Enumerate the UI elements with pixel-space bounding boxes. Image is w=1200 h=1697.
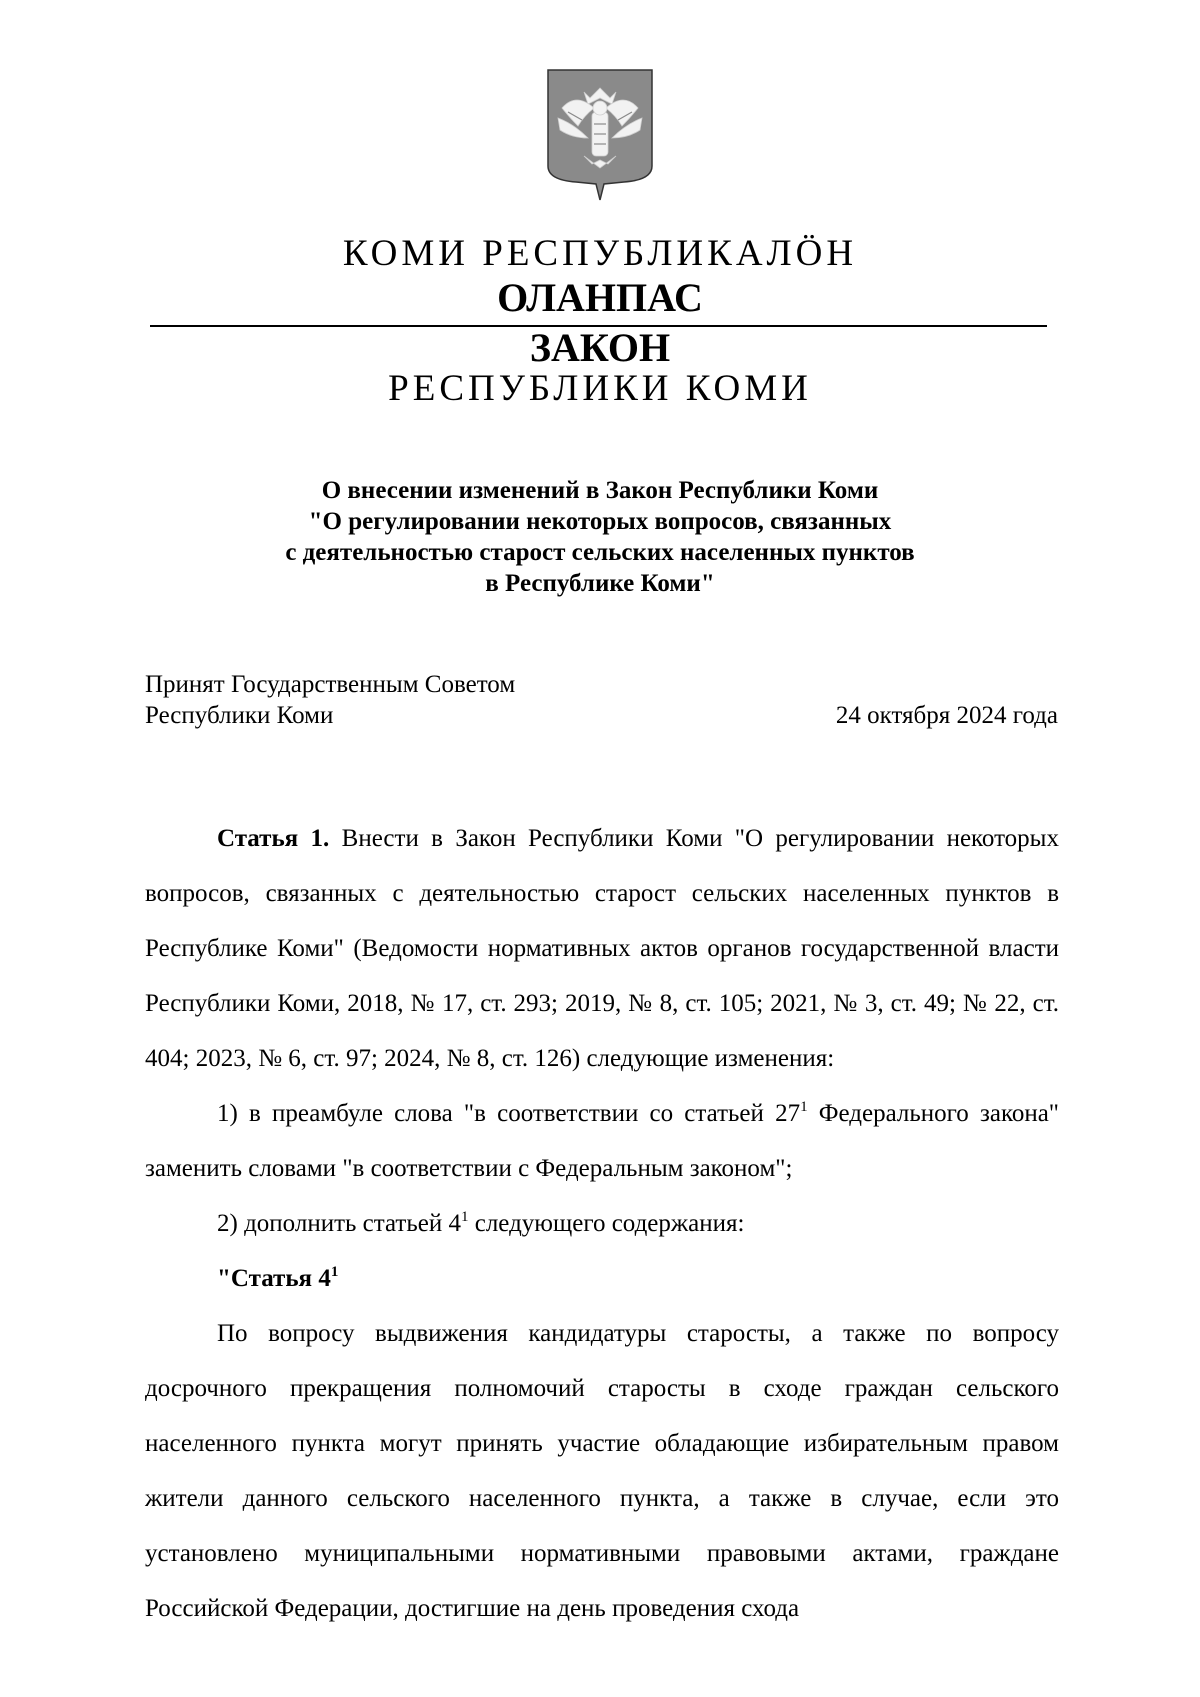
document-body <box>145 811 1059 1636</box>
adopted-line-1: Принят Государственным Советом <box>145 671 516 698</box>
title-line-3: с деятельностью старост сельских населенных пунктов <box>285 539 915 566</box>
adopted-line-2: Республики Коми <box>145 702 334 729</box>
new-article-heading-text: "Статья 4 <box>217 1265 331 1292</box>
title-line-2: "О регулировании некоторых вопросов, связанных <box>308 508 892 535</box>
article-1-label: Статья 1. <box>217 825 330 852</box>
title-line-4: в Республике Коми" <box>485 570 715 597</box>
new-article-heading <box>145 1251 1059 1306</box>
adoption-date: 24 октября 2024 года <box>835 702 1058 729</box>
item-2-text-end: следующего содержания: <box>468 1210 745 1237</box>
item-1-paragraph <box>145 1086 1059 1196</box>
item-1-text-end: Федерального закона" заменить словами "в соответствии с Федеральным законом"; <box>145 1100 1059 1182</box>
header-zakon: ЗАКОН <box>529 325 671 370</box>
item-2-superscript: 1 <box>460 1209 469 1225</box>
komi-coat-of-arms-icon <box>544 68 656 202</box>
item-1-text-start: 1) в преамбуле слова "в соответствии со статьей 27 <box>217 1100 801 1127</box>
item-1-superscript: 1 <box>800 1099 808 1115</box>
header-komi-republic: КОМИ РЕСПУБЛИКАЛӦН <box>342 233 858 274</box>
header-olanpas: ОЛАНПАС <box>497 275 703 320</box>
item-2-paragraph <box>145 1196 1059 1251</box>
new-article-paragraph: По вопросу выдвижения кандидатуры старосты, а также по вопросу досрочного прекращения полномочий старосты в сходе граждан сельского населенного пункта могут принять участие обладающие избирательным правом жители данного сельского населенного пункта, а также в случае, если это установлено муниципальными нормативными правовыми актами, граждане Российской Федерации, достигшие на день проведения схода <box>145 1320 1059 1622</box>
article-1-text: Внести в Закон Республики Коми "О регулировании некоторых вопросов, связанных с деятельностью старост сельских населенных пунктов в Республике Коми" (Ведомости нормативных актов органов государственной власти Республики Коми, 2018, № 17, ст. 293; 2019, № 8, ст. 105; 2021, № 3, ст. 49; № 22, ст. 404; 2023, № 6, ст. 97; 2024, № 8, ст. 126) следующие изменения: <box>145 825 1059 1072</box>
article-1-paragraph <box>145 811 1059 1086</box>
item-2-text-start: 2) дополнить статьей 4 <box>217 1210 461 1237</box>
header-republic-komi: РЕСПУБЛИКИ КОМИ <box>388 368 812 409</box>
title-line-1: О внесении изменений в Закон Республики Коми <box>321 477 879 504</box>
document-title <box>150 475 1050 599</box>
adopted-by <box>145 669 515 731</box>
new-article-superscript: 1 <box>330 1264 339 1280</box>
